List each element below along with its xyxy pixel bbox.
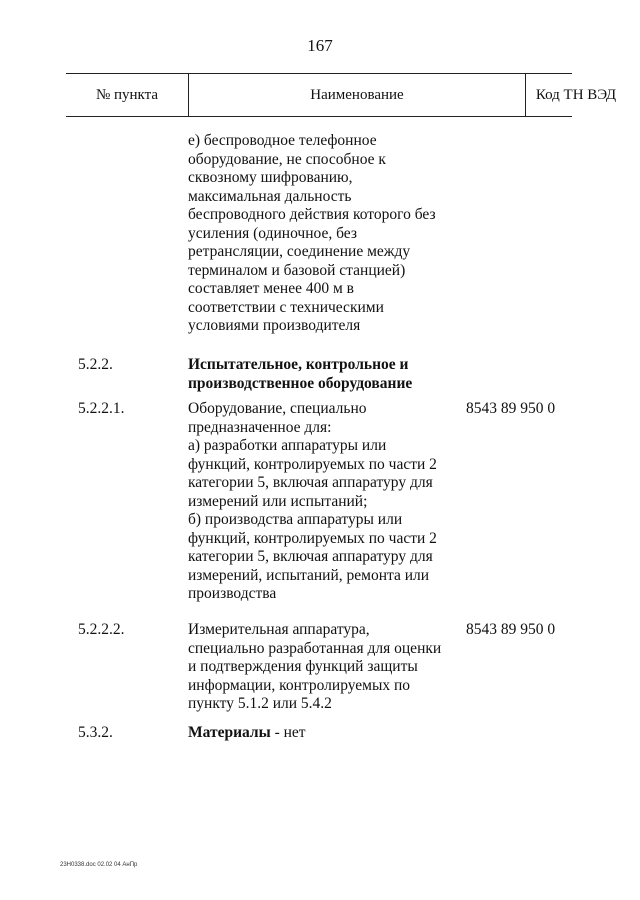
header-code-column	[526, 74, 617, 116]
item-number: 5.2.2.	[78, 356, 113, 373]
item-code: 8543 89 950 0	[466, 400, 556, 417]
description-line: беспроводного действия которого без	[188, 206, 436, 223]
description-line: Измерительная аппаратура,	[188, 621, 370, 638]
description-line: терминалом и базовой станцией)	[188, 261, 406, 279]
description-line: предназначенное для:	[188, 418, 332, 436]
description-line: условиями производителя	[188, 317, 361, 334]
description-line: Оборудование, специально	[188, 400, 367, 417]
item-description	[188, 724, 458, 743]
description-line: пункту 5.1.2 или 5.4.2	[188, 695, 332, 712]
item-number: 5.3.2.	[78, 724, 113, 741]
header-code-label: Код ТН ВЭД	[535, 87, 617, 103]
description-line: усиления (одиночное, без	[188, 224, 357, 242]
description-line: информации, контролируемых по	[188, 676, 411, 694]
document-footer: 23H0338.doc 02.02 04 АнПр	[60, 862, 138, 868]
description-line: б) производства аппаратуры или	[188, 511, 403, 528]
header-number-column: № пункта	[95, 87, 159, 103]
description-line: е) беспроводное телефонное	[188, 132, 377, 149]
table-header	[66, 73, 617, 117]
item-description	[188, 400, 458, 604]
item-heading	[188, 356, 458, 393]
description-line: категории 5, включая аппаратуру для	[188, 474, 433, 491]
description-line: функций, контролируемых по части 2	[188, 529, 437, 547]
description-line: измерений, испытаний, ремонта или	[188, 566, 430, 584]
description-line: максимальная дальность	[188, 187, 352, 205]
description-line: функций, контролируемых по части 2	[188, 455, 437, 473]
item-number: 5.2.2.2.	[78, 621, 125, 638]
item-code: 8543 89 950 0	[466, 621, 556, 638]
description-line: специально разработанная для оценки	[188, 639, 442, 657]
item-note: - нет	[270, 724, 306, 741]
description-line: а) разработки аппаратуры или	[188, 437, 387, 454]
item-number: 5.2.2.1.	[78, 400, 125, 417]
description-line: Испытательное, контрольное и	[188, 356, 409, 373]
description-line: производственное оборудование	[188, 374, 413, 392]
description-line: ретрансляции, соединение между	[188, 243, 411, 260]
description-line: сквозному шифрованию,	[188, 169, 353, 186]
description-line: измерений или испытаний;	[188, 492, 368, 510]
item-description	[188, 132, 458, 336]
description-line: производства	[188, 585, 277, 602]
description-line: соответствии с техническими	[188, 298, 384, 316]
item-heading: Материалы	[188, 724, 271, 741]
description-line: оборудование, не способное к	[188, 150, 386, 168]
header-name-column: Наименование	[188, 74, 526, 116]
page-number: 167	[307, 36, 333, 55]
description-line: составляет менее 400 м в	[188, 280, 354, 297]
item-description	[188, 621, 458, 714]
description-line: и подтверждения функций защиты	[188, 658, 418, 675]
description-line: категории 5, включая аппаратуру для	[188, 548, 433, 565]
